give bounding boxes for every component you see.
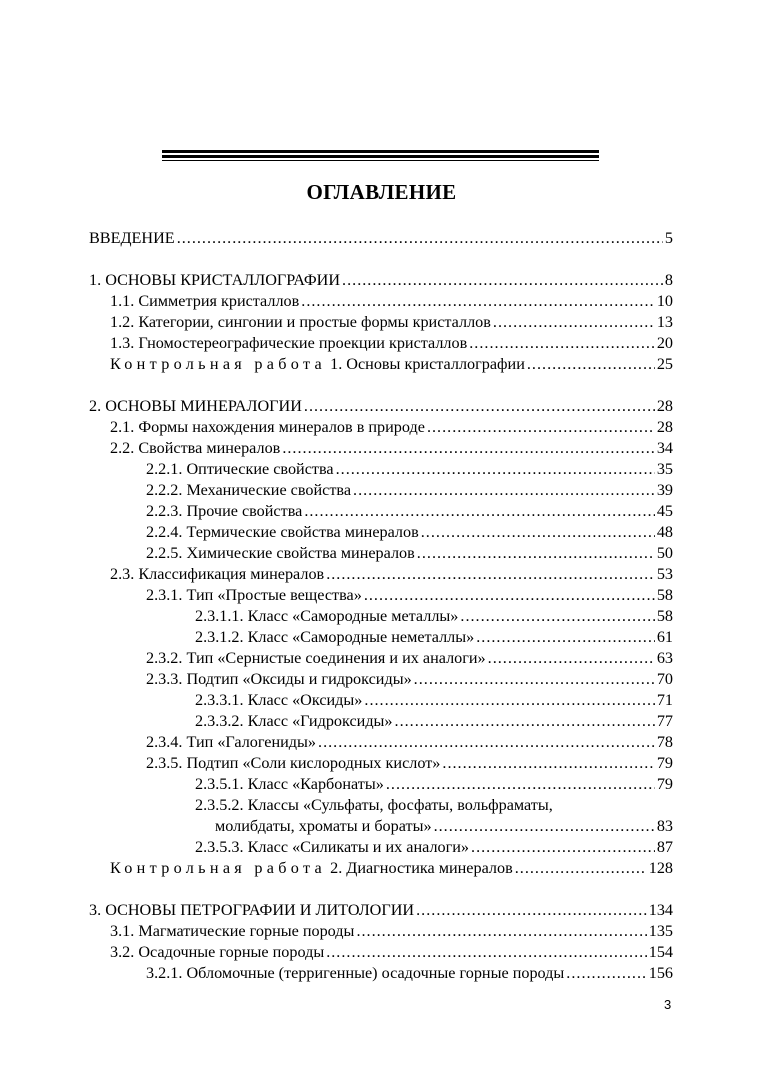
toc-label: 2.3.2. Тип «Сернистые соединения и их аналоги» (146, 649, 486, 667)
toc-leader (414, 669, 655, 689)
toc-leader (566, 963, 646, 983)
toc-label: 2.3.3. Подтип «Оксиды и гидроксиды» (146, 670, 412, 688)
toc-label (110, 354, 525, 374)
toc-leader (177, 228, 663, 248)
toc-leader (434, 816, 655, 836)
toc-page: 79 (656, 775, 673, 793)
toc-page: 77 (656, 712, 673, 730)
toc-leader (386, 774, 655, 794)
toc-page: 58 (656, 607, 673, 625)
toc-leader (395, 711, 655, 731)
toc-label-spaced: Контрольная работа (110, 859, 327, 877)
toc-label: 3.2.1. Обломочные (терригенные) осадочные горные породы (146, 964, 565, 982)
toc-page: 70 (656, 670, 673, 688)
toc-entry-2-2[interactable] (110, 438, 673, 458)
toc-page: 5 (664, 229, 673, 247)
toc-page: 28 (656, 418, 673, 436)
toc-entry-3-2-1[interactable] (146, 963, 673, 983)
toc-label: 2.3.1. Тип «Простые вещества» (146, 586, 362, 604)
toc-label: 3.1. Магматические горные породы (110, 922, 355, 940)
toc-page: 53 (656, 565, 673, 583)
toc-page: 154 (648, 943, 673, 961)
toc-page: 78 (656, 733, 673, 751)
toc-label-rest: 1. Основы кристаллографии (326, 355, 525, 373)
toc-entry-introduction[interactable] (89, 228, 673, 248)
toc-page: 63 (656, 649, 673, 667)
toc-page: 128 (648, 859, 673, 877)
top-rule-thick-1 (162, 150, 599, 153)
toc-entry-2-3-1-1[interactable] (195, 606, 673, 626)
toc-label: 3.2. Осадочные горные породы (110, 943, 325, 961)
toc-page: 156 (648, 964, 673, 982)
toc-entry-2-2-2[interactable] (146, 480, 673, 500)
toc-page: 134 (648, 901, 673, 919)
toc-page: 83 (656, 817, 673, 835)
toc-page: 48 (656, 523, 673, 541)
toc-entry-2-3-5-3[interactable] (195, 837, 673, 857)
toc-leader (364, 585, 655, 605)
toc-label: 2.2.2. Механические свойства (146, 481, 352, 499)
toc-leader (326, 564, 655, 584)
toc-label: 2. ОСНОВЫ МИНЕРАЛОГИИ (89, 397, 302, 415)
toc-page: 45 (656, 502, 673, 520)
toc-page: 10 (656, 292, 673, 310)
toc-leader (488, 648, 655, 668)
toc-label: 1.2. Категории, сингонии и простые формы кристаллов (110, 313, 491, 331)
toc-entry-2-3-3-1[interactable] (195, 690, 673, 710)
toc-leader (515, 858, 647, 878)
toc-label-continued: молибдаты, хроматы и бораты» (215, 817, 432, 835)
toc-leader (416, 900, 647, 920)
toc-leader (326, 942, 647, 962)
toc-leader (304, 396, 655, 416)
toc-entry-2-3-1-2[interactable] (195, 627, 673, 647)
toc-label: 2.3. Классификация минералов (110, 565, 325, 583)
toc-leader (353, 480, 655, 500)
toc-entry-section-2[interactable] (89, 396, 673, 416)
toc-entry-2-3-2[interactable] (146, 648, 673, 668)
toc-leader (336, 459, 655, 479)
top-rule-thin (162, 160, 599, 161)
toc-leader (417, 543, 655, 563)
toc-entry-2-3-5[interactable] (146, 753, 673, 773)
toc-label: 2.3.4. Тип «Галогениды» (146, 733, 317, 751)
toc-label: 2.3.5. Подтип «Соли кислородных кислот» (146, 754, 441, 772)
toc-label-spaced: Контрольная работа (110, 355, 327, 373)
toc-label: 2.3.5.3. Класс «Силикаты и их аналоги» (195, 838, 470, 856)
toc-entry-2-3-5-2-line1[interactable] (195, 795, 673, 815)
toc-page: 8 (664, 271, 673, 289)
toc-entry-section-1[interactable] (89, 270, 673, 290)
toc-page: 61 (656, 628, 673, 646)
toc-entry-2-3-5-1[interactable] (195, 774, 673, 794)
toc-page: 34 (656, 439, 673, 457)
toc-entry-2-3-1[interactable] (146, 585, 673, 605)
top-rule-thick-2 (162, 155, 599, 158)
toc-leader (527, 354, 655, 374)
toc-label: ВВЕДЕНИЕ (89, 229, 175, 247)
toc-entry-2-2-1[interactable] (146, 459, 673, 479)
toc-label: 2.3.5.1. Класс «Карбонаты» (195, 775, 384, 793)
toc-entry-section-3[interactable] (89, 900, 673, 920)
toc-label: 2.3.5.2. Классы «Сульфаты, фосфаты, вольфраматы, (195, 796, 553, 814)
toc-leader (301, 291, 655, 311)
toc-entry-test-2[interactable] (110, 858, 673, 878)
toc-page: 79 (656, 754, 673, 772)
toc-entry-2-3-5-2-line2[interactable] (215, 816, 673, 836)
toc-label: 2.2.3. Прочие свойства (146, 502, 303, 520)
toc-leader (318, 732, 655, 752)
page-title: ОГЛАВЛЕНИЕ (306, 180, 457, 204)
toc-leader (471, 837, 655, 857)
toc-label: 2.2. Свойства минералов (110, 439, 281, 457)
toc-label: 2.2.4. Термические свойства минералов (146, 523, 419, 541)
toc-page: 35 (656, 460, 673, 478)
toc-label: 2.3.1.2. Класс «Самородные неметаллы» (195, 628, 475, 646)
toc-leader (304, 501, 655, 521)
toc-page: 28 (656, 397, 673, 415)
toc-label: 3. ОСНОВЫ ПЕТРОГРАФИИ И ЛИТОЛОГИИ (89, 901, 415, 919)
toc-leader (364, 690, 654, 710)
toc-entry-1-1[interactable] (110, 291, 673, 311)
toc-leader (421, 522, 655, 542)
toc-page: 50 (656, 544, 673, 562)
toc-label: 2.3.3.1. Класс «Оксиды» (195, 691, 363, 709)
toc-entry-3-1[interactable] (110, 921, 673, 941)
toc-label: 2.3.1.1. Класс «Самородные металлы» (195, 607, 459, 625)
toc-page: 87 (656, 838, 673, 856)
toc-leader (460, 606, 654, 626)
toc-entry-test-1[interactable] (110, 354, 673, 374)
toc-page: 20 (656, 334, 673, 352)
toc-page: 39 (656, 481, 673, 499)
toc-label: 2.1. Формы нахождения минералов в природе (110, 418, 425, 436)
toc-entry-1-3[interactable] (110, 333, 673, 353)
toc-entry-2-2-4[interactable] (146, 522, 673, 542)
toc-label: 2.2.1. Оптические свойства (146, 460, 334, 478)
toc-label: 1.3. Гномостереографические проекции кристаллов (110, 334, 468, 352)
toc-leader (282, 438, 654, 458)
toc-label-rest: 2. Диагностика минералов (326, 859, 513, 877)
toc-page: 135 (648, 922, 673, 940)
toc-entry-3-2[interactable] (110, 942, 673, 962)
toc-leader (442, 753, 654, 773)
toc-entry-2-3-4[interactable] (146, 732, 673, 752)
toc-label: 1. ОСНОВЫ КРИСТАЛЛОГРАФИИ (89, 271, 341, 289)
toc-entry-2-3-3-2[interactable] (195, 711, 673, 731)
toc-leader (469, 333, 655, 353)
page-number: 3 (664, 997, 672, 1012)
toc-leader (427, 417, 655, 437)
toc-page: 13 (656, 313, 673, 331)
toc-leader (493, 312, 655, 332)
toc-label: 2.2.5. Химические свойства минералов (146, 544, 415, 562)
toc-page: 71 (656, 691, 673, 709)
toc-label: 1.1. Симметрия кристаллов (110, 292, 300, 310)
toc-label: 2.3.3.2. Класс «Гидроксиды» (195, 712, 393, 730)
toc-leader (342, 270, 663, 290)
toc-entry-2-3-3[interactable] (146, 669, 673, 689)
toc-entry-2-2-5[interactable] (146, 543, 673, 563)
toc-leader (356, 921, 646, 941)
toc-page: 58 (656, 586, 673, 604)
toc-entry-2-3[interactable] (110, 564, 673, 584)
toc-label (110, 858, 513, 878)
toc-leader (476, 627, 655, 647)
toc-entry-2-1[interactable] (110, 417, 673, 437)
toc-entry-2-2-3[interactable] (146, 501, 673, 521)
toc-entry-1-2[interactable] (110, 312, 673, 332)
toc-page: 25 (656, 355, 673, 373)
